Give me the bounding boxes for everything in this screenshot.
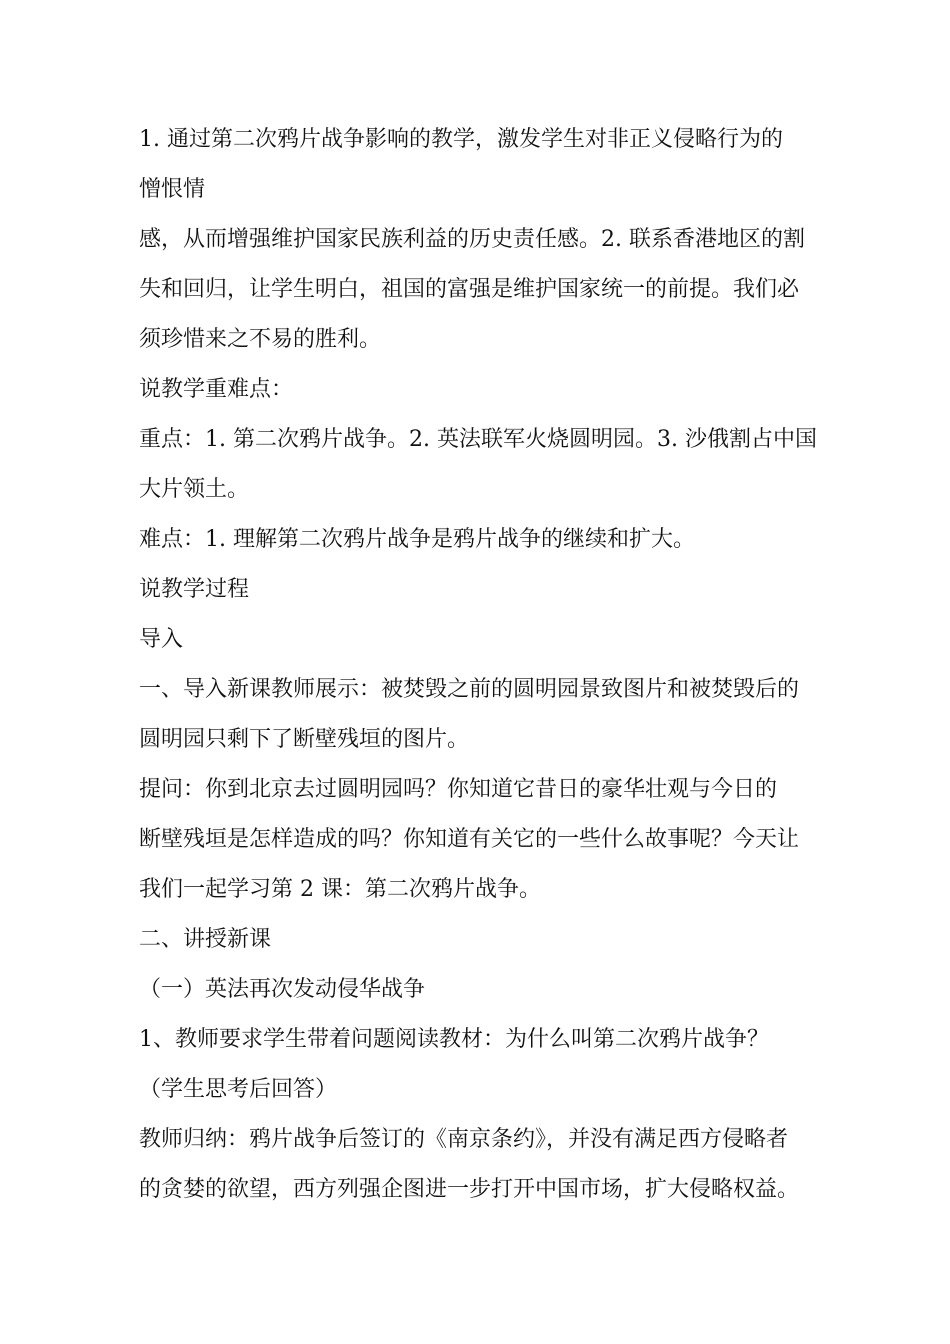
text-line: 憎恨情 <box>139 177 206 202</box>
text-line: 难点：1. 理解第二次鸦片战争是鸦片战争的继续和扩大。 <box>139 527 695 552</box>
text-line: 圆明园只剩下了断壁残垣的图片。 <box>139 727 470 752</box>
text-line: 的贪婪的欲望，西方列强企图进一步打开中国市场，扩大侵略权益。 <box>139 1177 800 1202</box>
text-line: 一、导入新课教师展示：被焚毁之前的圆明园景致图片和被焚毁后的 <box>139 677 800 702</box>
text-line: 教师归纳：鸦片战争后签订的《南京条约》，并没有满足西方侵略者 <box>139 1127 789 1152</box>
text-line: 1. 通过第二次鸦片战争影响的教学，激发学生对非正义侵略行为的 <box>139 127 783 152</box>
text-line: 须珍惜来之不易的胜利。 <box>139 327 382 352</box>
text-line: 失和回归，让学生明白，祖国的富强是维护国家统一的前提。我们必 <box>139 277 800 302</box>
section-heading: 说教学过程 <box>139 577 250 602</box>
text-line: 感，从而增强维护国家民族利益的历史责任感。2. 联系香港地区的割 <box>139 227 805 252</box>
text-line: 重点：1. 第二次鸦片战争。2. 英法联军火烧圆明园。3. 沙俄割占中国 <box>139 427 817 452</box>
text-line: 大片领土。 <box>139 477 250 502</box>
section-heading: （一）英法再次发动侵华战争 <box>139 977 426 1002</box>
text-line: 1、教师要求学生带着问题阅读教材：为什么叫第二次鸦片战争？ <box>139 1027 769 1052</box>
section-heading: 说教学重难点： <box>139 377 294 402</box>
section-heading: 二、讲授新课 <box>139 927 272 952</box>
text-line: 我们一起学习第 2 课：第二次鸦片战争。 <box>139 877 541 902</box>
text-line: 断壁残垣是怎样造成的吗？你知道有关它的一些什么故事呢？今天让 <box>139 827 800 852</box>
text-line: 提问：你到北京去过圆明园吗？你知道它昔日的豪华壮观与今日的 <box>139 777 778 802</box>
section-heading: 导入 <box>139 627 184 652</box>
text-line: （学生思考后回答） <box>139 1077 338 1102</box>
